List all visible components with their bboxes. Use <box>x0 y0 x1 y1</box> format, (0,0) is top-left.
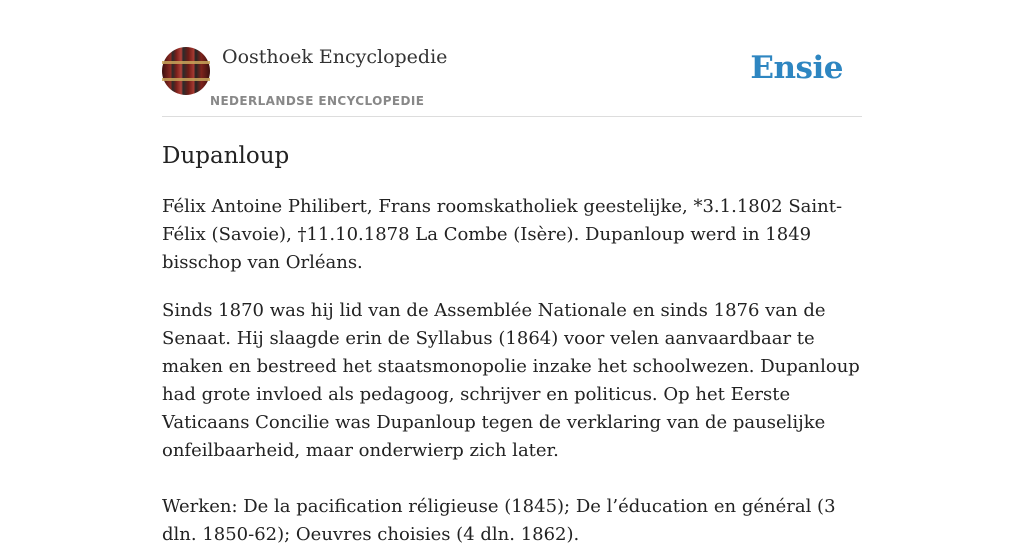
article-paragraph-works: Werken: De la pacification réligieuse (1845); De l’éducation en général (3 dln. 1850-62); Oeuvres choisies (4 dln. 1862). <box>162 496 836 545</box>
page-container <box>162 0 862 549</box>
site-subtitle: NEDERLANDSE ENCYCLOPEDIE <box>210 94 425 108</box>
article-title: Dupanloup <box>162 143 290 169</box>
brand-logo-text[interactable]: Ensie <box>750 50 843 86</box>
article-paragraph-intro: Félix Antoine Philibert, Frans roomskatholiek geestelijke, *3.1.1802 Saint-Félix (Savoie), †11.10.1878 La Combe (Isère). Dupanloup werd in 1849 bisschop van Orléans. <box>162 196 843 273</box>
encyclopedia-books-logo[interactable] <box>162 47 210 95</box>
site-title[interactable]: Oosthoek Encyclopedie <box>222 46 448 68</box>
site-header <box>162 0 862 117</box>
article-paragraph-career: Sinds 1870 was hij lid van de Assemblée Nationale en sinds 1876 van de Senaat. Hij slaagde erin de Syllabus (1864) voor velen aanvaardbaar te maken en bestreed het staatsmonopolie inzake het schoolwezen. Dupanloup had grote invloed als pedagoog, schrijver en politicus. Op het Eerste Vaticaans Concilie was Dupanloup tegen de verklaring van de pauselijke onfeilbaarheid, maar onderwierp zich later. <box>162 300 860 461</box>
